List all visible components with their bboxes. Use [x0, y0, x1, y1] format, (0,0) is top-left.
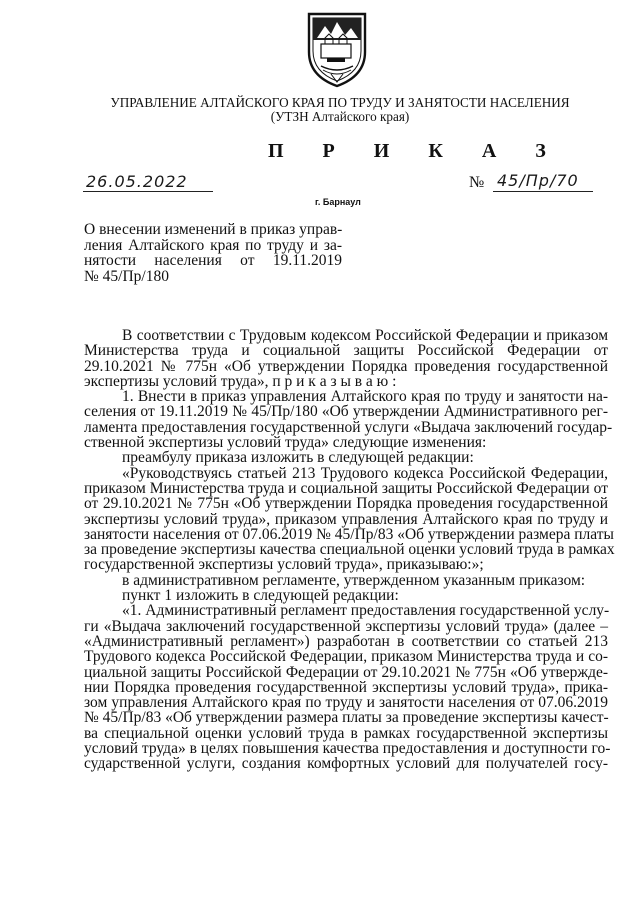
- agency-name: УПРАВЛЕНИЕ АЛТАЙСКОГО КРАЯ ПО ТРУДУ И ЗАНЯТОСТИ НАСЕЛЕНИЯ: [110, 95, 570, 110]
- date-underline: [83, 191, 213, 192]
- order-number-label: №: [469, 174, 485, 191]
- subject-line: ления Алтайского края по труду и за-: [84, 236, 342, 254]
- body-line: ва специальной оценки условий труда в рамках государственной экспертизы: [84, 724, 608, 742]
- subject-line: О внесении изменений в приказ управ-: [84, 221, 343, 238]
- order-subject: [84, 222, 342, 284]
- body-line: В соответствии с Трудовым кодексом Российской Федерации и приказом: [122, 327, 608, 344]
- body-line: условий труда» в целях повышения качества предоставления и доступности го-: [84, 740, 611, 758]
- order-number: 45/Пр/70: [497, 171, 579, 190]
- document-title: П Р И К А З: [268, 140, 563, 162]
- body-line: от 29.10.2021 № 775н «Об утверждении Порядка проведения государственной: [84, 495, 608, 513]
- body-line: зом управления Алтайского края по труду и занятости населения от 07.06.2019: [84, 694, 608, 712]
- body-line: «1. Административный регламент предоставления государственной услу-: [122, 602, 610, 620]
- body-line: пункт 1 изложить в следующей редакции:: [122, 587, 399, 605]
- body-line: селения от 19.11.2019 № 45/Пр/180 «Об утверждении Административного рег-: [84, 403, 608, 421]
- body-line: сударственной услуги, создания комфортных условий для получателей госу-: [84, 755, 608, 773]
- body-line: ги «Выдача заключений государственной экспертизы условий труда» (далее –: [84, 617, 608, 635]
- body-line: Министерства труда и социальной защиты Российской Федерации от: [84, 342, 608, 360]
- body-line: «Административный регламент») разработан в соответствии со статьей 213: [84, 632, 608, 650]
- body-line: циальной защиты Российской Федерации от 29.10.2021 № 775н «Об утвержде-: [84, 663, 608, 681]
- coat-of-arms-emblem: [301, 8, 373, 90]
- number-underline: [493, 191, 593, 192]
- subject-line: № 45/Пр/180: [84, 267, 169, 285]
- city-label: г. Барнаул: [315, 197, 361, 207]
- body-line: за проведение экспертизы качества специальной оценки условий труда в рамках: [84, 541, 615, 559]
- body-line: преамбулу приказа изложить в следующей редакции:: [122, 449, 474, 467]
- body-line: ственной экспертизы условий труда» следующие изменения:: [84, 434, 487, 452]
- body-line: занятости населения от 07.06.2019 № 45/Пр/83 «Об утверждении размера платы: [84, 525, 614, 543]
- body-line: экспертизы условий труда», приказом управления Алтайского края по труду и: [84, 510, 608, 528]
- order-date: 26.05.2022: [86, 172, 188, 191]
- body-line: государственной экспертизы условий труда», приказываю:»;: [84, 556, 484, 574]
- body-line: приказом Министерства труда и социальной защиты Российской Федерации от: [84, 479, 608, 497]
- body-line: в административном регламенте, утвержденном указанным приказом:: [122, 571, 586, 589]
- body-line: 29.10.2021 № 775н «Об утверждении Порядка проведения государственной: [84, 357, 608, 375]
- agency-abbreviation: (УТЗН Алтайского края): [270, 109, 410, 124]
- body-line: 1. Внести в приказ управления Алтайского края по труду и занятости на-: [122, 388, 608, 406]
- body-line: экспертизы условий труда», п р и к а з ы в а ю :: [84, 372, 397, 390]
- body-line: «Руководствуясь статьей 213 Трудового кодекса Российской Федерации,: [122, 464, 608, 482]
- body-line: нии Порядка проведения государственной экспертизы условий труда», прика-: [84, 678, 608, 696]
- body-line: ламента предоставления государственной услуги «Выдача заключений государ-: [84, 418, 613, 436]
- order-body: [84, 327, 615, 773]
- body-line: № 45/Пр/83 «Об утверждении размера платы за проведение экспертизы качест-: [84, 709, 609, 727]
- body-line: Трудового кодекса Российской Федерации, приказом Министерства труда и со-: [84, 648, 608, 666]
- subject-line: нятости населения от 19.11.2019: [84, 252, 342, 269]
